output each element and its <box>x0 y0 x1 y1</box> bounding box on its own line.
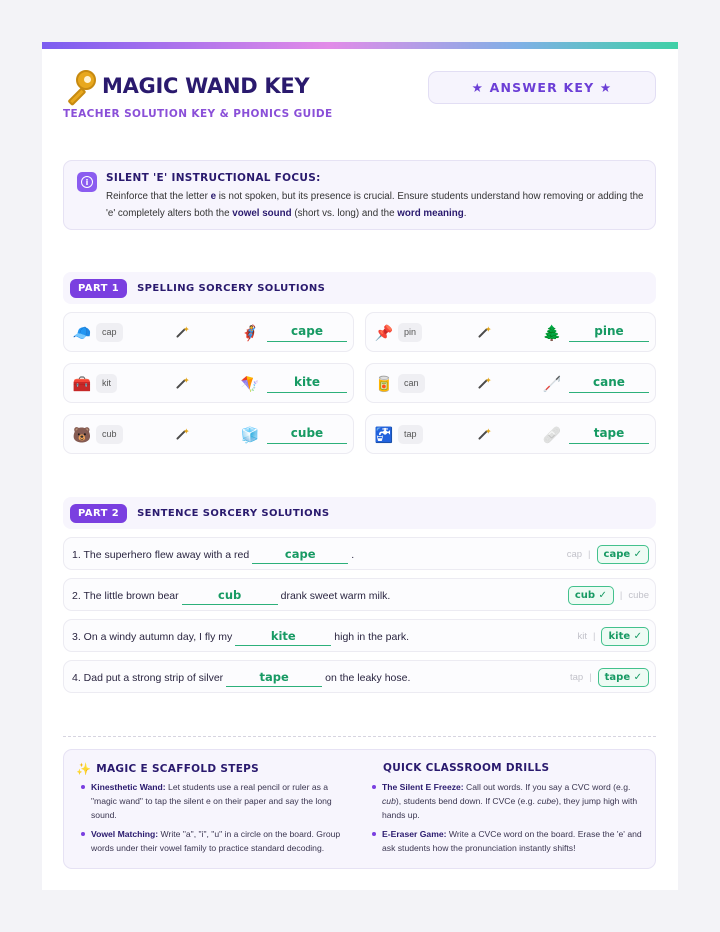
brand-header <box>62 68 309 104</box>
part1-header <box>63 272 656 304</box>
spelling-card-can <box>365 363 656 403</box>
part2-pill: PART 2 <box>70 504 127 523</box>
scaffold-list <box>78 780 348 860</box>
word-choices: kit | kite ✓ <box>578 620 649 653</box>
magic-wand-icon: ✦ <box>475 376 491 392</box>
sentence-row-1 <box>63 537 656 570</box>
cvc-word: can <box>398 374 425 393</box>
faucet-icon: 🚰 <box>374 426 394 444</box>
word-choices: tap | tape ✓ <box>570 661 649 694</box>
sentence-text: 4. Dad put a strong strip of silver tape on the leaky hose. <box>72 661 410 694</box>
worksheet-page <box>42 42 678 890</box>
answer-field: tape <box>569 424 649 444</box>
page-title: MAGIC WAND KEY <box>102 74 310 98</box>
choice-option: tap <box>569 672 584 683</box>
answer-key-badge: ★ ANSWER KEY ★ <box>428 71 656 104</box>
spelling-card-cap <box>63 312 354 352</box>
page-subtitle: TEACHER SOLUTION KEY & PHONICS GUIDE <box>63 108 333 120</box>
sparkle-icon: ✨ <box>76 762 92 776</box>
section-divider <box>63 736 656 737</box>
sentence-answer: kite <box>235 628 331 646</box>
bear-icon: 🐻 <box>72 426 92 444</box>
word-choices: cap | cape ✓ <box>567 538 649 571</box>
sentence-row-3 <box>63 619 656 652</box>
magic-wand-icon: ✦ <box>173 376 189 392</box>
cvc-word: kit <box>96 374 117 393</box>
choice-option: kit <box>577 631 588 642</box>
focus-title: SILENT 'E' INSTRUCTIONAL FOCUS: <box>106 172 321 184</box>
answer-field: cape <box>267 322 347 342</box>
teacher-tips-box <box>63 749 656 869</box>
sentence-text: 3. On a windy autumn day, I fly my kite high in the park. <box>72 620 409 653</box>
magic-wand-icon: ✦ <box>173 325 189 341</box>
cvc-word: cap <box>96 323 123 342</box>
correct-choice: tape ✓ <box>598 668 649 687</box>
tin-can-icon: 🥫 <box>374 375 394 393</box>
drills-list <box>369 780 649 860</box>
info-icon: i <box>77 172 97 192</box>
part2-title: SENTENCE SORCERY SOLUTIONS <box>137 507 330 519</box>
correct-choice: cub ✓ <box>568 586 614 605</box>
scaffold-heading: ✨ MAGIC E SCAFFOLD STEPS <box>76 762 260 776</box>
drills-heading: QUICK CLASSROOM DRILLS <box>383 762 550 774</box>
cvc-word: cub <box>96 425 123 444</box>
bandage-icon: 🩹 <box>542 426 562 444</box>
list-item: Vowel Matching: Write "a", "i", "u" in a circle on the board. Group words under their vowel family to practice standard decoding. <box>78 827 348 855</box>
part1-pill: PART 1 <box>70 279 127 298</box>
answer-field: cane <box>569 373 649 393</box>
cap-icon: 🧢 <box>72 324 92 342</box>
sentence-row-4 <box>63 660 656 693</box>
spelling-card-pin <box>365 312 656 352</box>
instructional-focus-box <box>63 160 656 230</box>
part1-title: SPELLING SORCERY SOLUTIONS <box>137 282 326 294</box>
pushpin-icon: 📌 <box>374 324 394 342</box>
kite-icon: 🪁 <box>240 375 260 393</box>
ice-cube-icon: 🧊 <box>240 426 260 444</box>
magic-wand-icon: ✦ <box>475 427 491 443</box>
superhero-icon: 🦸 <box>240 324 260 342</box>
gradient-top-bar <box>42 42 678 49</box>
correct-choice: cape ✓ <box>597 545 649 564</box>
part2-header <box>63 497 656 529</box>
choice-option: cube <box>628 590 649 601</box>
magic-wand-icon: ✦ <box>173 427 189 443</box>
cvc-word: pin <box>398 323 422 342</box>
sentence-answer: cape <box>252 546 348 564</box>
key-icon <box>62 68 98 104</box>
word-choices: cub ✓ | cube <box>568 579 649 612</box>
focus-text: Reinforce that the letter e is not spoken, but its presence is crucial. Ensure students understand how removing or adding the 'e' completely alters both the vowel sound (short vs. long) and the word meaning. <box>106 191 644 219</box>
magic-wand-icon: ✦ <box>475 325 491 341</box>
answer-field: kite <box>267 373 347 393</box>
sentence-text: 1. The superhero flew away with a red cape . <box>72 538 354 571</box>
answer-field: pine <box>569 322 649 342</box>
spelling-card-kit <box>63 363 354 403</box>
list-item: Kinesthetic Wand: Let students use a real pencil or ruler as a "magic wand" to tap the silent e on their paper and say the long sound. <box>78 780 348 822</box>
choice-option: cap <box>566 549 583 560</box>
cane-icon: 🦯 <box>542 375 562 393</box>
list-item: The Silent E Freeze: Call out words. If you say a CVC word (e.g. cub), students bend down. If CVCe (e.g. cube), they jump high with hands up. <box>369 780 649 822</box>
answer-field: cube <box>267 424 347 444</box>
spelling-card-tap <box>365 414 656 454</box>
sentence-text: 2. The little brown bear cub drank sweet warm milk. <box>72 579 390 612</box>
spelling-card-cub <box>63 414 354 454</box>
sentence-row-2 <box>63 578 656 611</box>
sentence-answer: cub <box>182 587 278 605</box>
list-item: E-Eraser Game: Write a CVCe word on the board. Erase the 'e' and ask students how the pronunciation instantly shifts! <box>369 827 649 855</box>
toolbox-icon: 🧰 <box>72 375 92 393</box>
pine-tree-icon: 🌲 <box>542 324 562 342</box>
cvc-word: tap <box>398 425 423 444</box>
correct-choice: kite ✓ <box>601 627 649 646</box>
sentence-answer: tape <box>226 669 322 687</box>
